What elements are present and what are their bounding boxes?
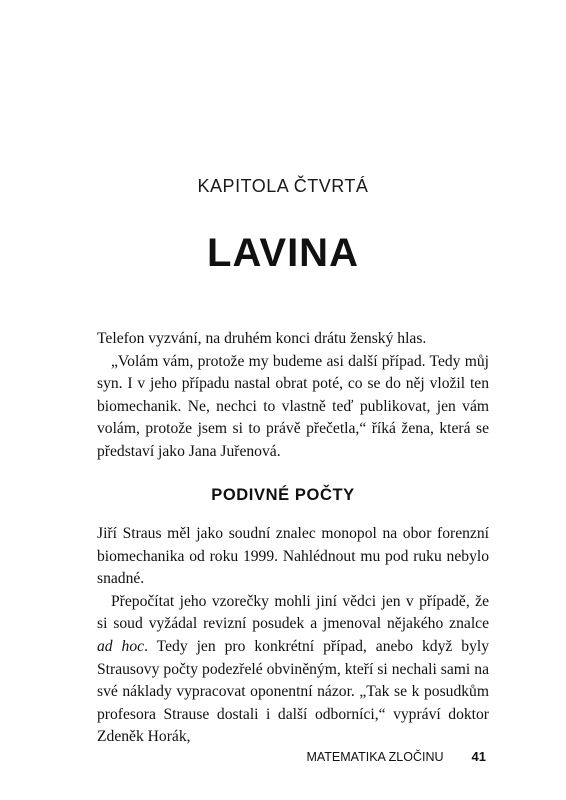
intro-text — [97, 328, 489, 464]
section-heading: PODIVNÉ POČTY — [211, 486, 355, 504]
chapter-label: KAPITOLA ČTVRTÁ — [197, 176, 369, 196]
section-text — [97, 523, 489, 749]
page-footer — [306, 749, 486, 764]
paragraph: „Volám vám, protože my budeme asi další případ. Tedy můj syn. I v jeho případu nastal obrat poté, co se do něj vložil ten biomechanik. Ne, nechci to vlastně teď publikovat, jen vám volám, protože jsem si to právě přečetla,“ říká žena, která se představí jako Jana Juřenová. — [97, 352, 489, 460]
text-span: Přepočítat jeho vzorečky mohli jiní vědci jen v případě, že si soud vyžádal revizní posudek a jmenoval nějakého znalce — [97, 592, 489, 633]
paragraph — [97, 591, 489, 749]
page-number: 41 — [471, 749, 486, 764]
chapter-title: LAVINA — [207, 231, 359, 275]
text-span: . Tedy jen pro konkrétní případ, anebo když byly Strausovy počty podezřelé obviněným, kteří si nechali sami na své náklady vypracovat oponentní názor. „Tak se k posudkům profesora Strause dostali i další odborníci,“ vypráví doktor Zdeněk Horák, — [97, 637, 489, 746]
italic-term: ad hoc — [97, 637, 145, 655]
paragraph: Jiří Straus měl jako soudní znalec monopol na obor forenzní biomechanika od roku 1999. Nahlédnout mu pod ruku nebylo snadné. — [97, 525, 489, 588]
running-title: MATEMATIKA ZLOČINU — [306, 750, 444, 764]
paragraph: Telefon vyzvání, na druhém konci drátu ženský hlas. — [97, 330, 427, 347]
